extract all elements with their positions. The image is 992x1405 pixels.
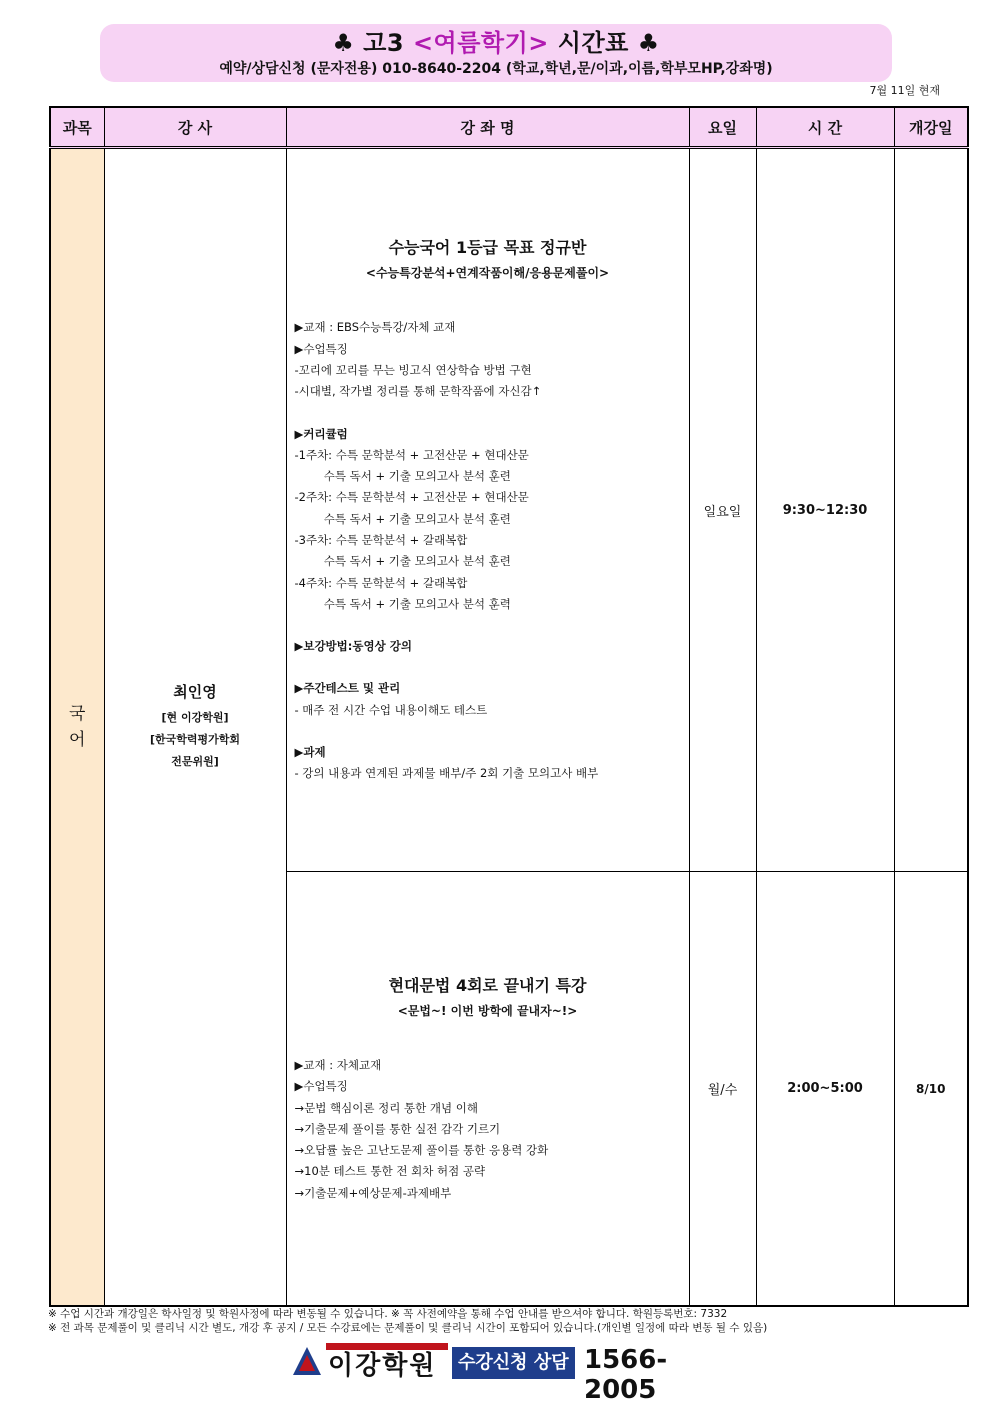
teacher-affiliation: [한국학력평가학회 (149, 733, 241, 746)
header-course: 강 좌 명 (286, 107, 689, 148)
course-line: ▶교재 : 자체교재 (294, 1057, 382, 1072)
teacher-affiliation: 전문위원] (171, 755, 219, 768)
course-line: ▶교재 : EBS수능특강/자체 교재 (294, 320, 456, 335)
course-line: →문법 핵심이론 정리 통한 개념 이해 (294, 1100, 478, 1115)
time-cell: 2:00~5:00 (756, 872, 894, 1307)
course-line: -3주차: 수특 문학분석 + 갈래복합 (294, 533, 468, 547)
course-title: 현대문법 4회로 끝내기 특강 (388, 975, 587, 995)
header-day: 요일 (689, 107, 756, 148)
course-line: -1주차: 수특 문학분석 + 고전산문 + 현대산문 (294, 447, 529, 462)
contact-subtitle: 예약/상담신청 (문자전용) 010-8640-2204 (학교,학년,문/이과,이름,학부모HP,강좌명) (219, 61, 773, 77)
schedule-table (49, 106, 969, 1307)
course-line: →10분 테스트 통한 전 회차 허점 공략 (294, 1164, 486, 1179)
course-line: ▶주간테스트 및 관리 (294, 681, 401, 696)
course-line: - 강의 내용과 연계된 과제물 배부/주 2회 기출 모의고사 배부 (294, 766, 599, 781)
course-subtitle: <문법~! 이번 방학에 끝내자~!> (397, 1003, 578, 1018)
course-line: ▶과제 (294, 745, 326, 760)
subject-cell (50, 148, 104, 1307)
course-line: -시대별, 작가별 정리를 통해 문학작품에 자신감↑ (294, 384, 542, 399)
teacher-name: 최인영 (173, 683, 217, 701)
course-line: 수특 독서 + 기출 모의고사 분석 훈련 (294, 554, 511, 569)
course-line: 수특 독서 + 기출 모의고사 분석 훈력 (294, 596, 511, 611)
header-teacher: 강 사 (104, 107, 286, 148)
subject-label: 국 어 (69, 704, 86, 750)
course-line: 수특 독서 + 기출 모의고사 분석 훈련 (294, 511, 511, 526)
course-line: ▶수업특징 (294, 1079, 348, 1094)
time-cell: 9:30~12:30 (756, 148, 894, 872)
course-subtitle: <수능특강분석+연계작품이해/응용문제풀이> (365, 266, 610, 281)
footer-note: ※ 수업 시간과 개강일은 학사일정 및 학원사정에 따라 변동될 수 있습니다. ※ 꼭 사전예약을 통해 수업 안내를 받으셔야 합니다. 학원등록번호: 7332 (48, 1308, 728, 1320)
course-line: →기출문제 풀이를 통한 실전 감각 기르기 (294, 1121, 501, 1136)
signup-phone: 1566-2005 (584, 1345, 668, 1405)
as-of-date: 7월 11일 현재 (869, 84, 940, 97)
day-cell: 월/수 (689, 872, 756, 1307)
course-line: - 매주 전 시간 수업 내용이해도 테스트 (294, 702, 488, 717)
course-line: →기출문제+예상문제-과제배부 (294, 1185, 452, 1200)
course-cell (286, 872, 689, 1307)
course-cell (286, 148, 689, 872)
course-line: -4주차: 수특 문학분석 + 갈래복합 (294, 575, 468, 590)
course-line: -2주차: 수특 문학분석 + 고전산문 + 현대산문 (294, 490, 529, 505)
title-accent: <여름학기> (412, 29, 549, 57)
signup-label: 수강신청 상담 (452, 1347, 575, 1379)
teacher-cell (104, 148, 286, 1307)
course-line: -꼬리에 꼬리를 무는 빙고식 연상학습 방법 구현 (294, 362, 532, 377)
header-start-date: 개강일 (894, 107, 968, 148)
course-line: 수특 독서 + 기출 모의고사 분석 훈련 (294, 469, 511, 484)
start-date-cell: 8/10 (894, 872, 968, 1307)
header-time: 시 간 (756, 107, 894, 148)
course-line: ▶수업특징 (294, 341, 348, 356)
header-subject: 과목 (50, 107, 104, 148)
page-title: ♣ 고3 <여름학기> 시간표 ♣ (332, 29, 660, 57)
day-cell: 일요일 (689, 148, 756, 872)
course-title: 수능국어 1등급 목표 정규반 (388, 238, 587, 258)
academy-logo (290, 1343, 710, 1405)
title-banner (100, 24, 892, 82)
course-line: ▶커리큘럼 (294, 426, 348, 441)
teacher-affiliation: [현 이강학원] (161, 711, 229, 724)
academy-name: 이강학원 (328, 1351, 437, 1381)
course-line: →오답률 높은 고난도문제 풀이를 통한 응용력 강화 (294, 1143, 549, 1158)
academy-emblem-icon (290, 1345, 324, 1379)
table-row (50, 148, 968, 872)
course-line: ▶보강방법:동영상 강의 (294, 639, 412, 654)
footer-note: ※ 전 과목 문제풀이 및 클리닉 시간 별도, 개강 후 공지 / 모든 수강료에는 문제풀이 및 클리닉 시간이 포함되어 있습니다.(개인별 일정에 따라 변동 될 수 있음) (48, 1322, 768, 1334)
table-header-row (50, 107, 968, 148)
start-date-cell (894, 148, 968, 872)
